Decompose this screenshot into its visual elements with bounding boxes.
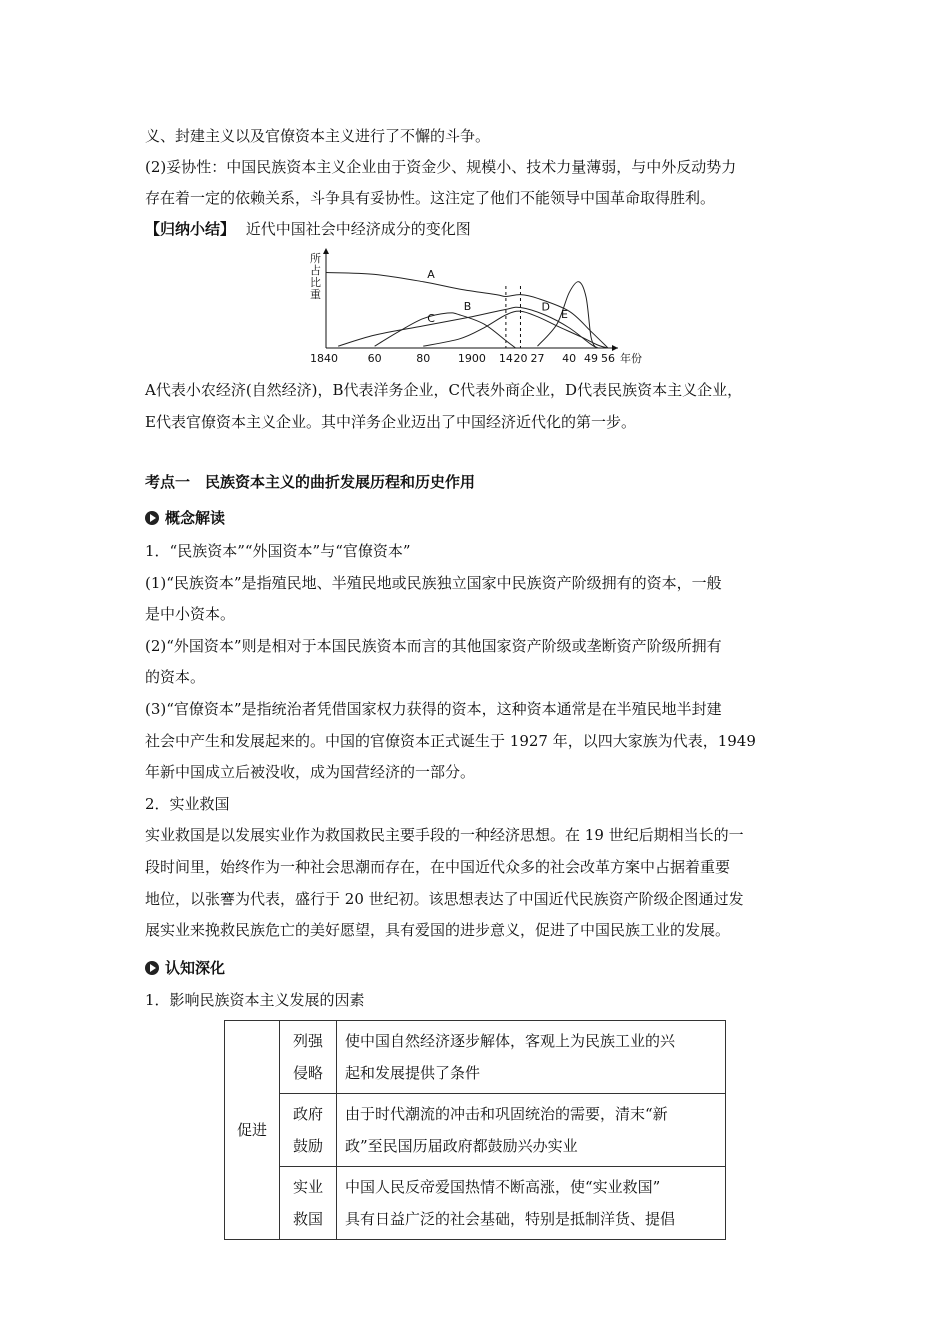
x-tick-label: 49 bbox=[583, 352, 598, 365]
paragraph-line: 社会中产生和发展起来的。中国的官僚资本正式诞生于 1927 年，以四大家族为代表，1949 bbox=[145, 732, 756, 750]
chart-legend-line: A代表小农经济(自然经济)，B代表洋务企业，C代表外商企业，D代表民族资本主义企业， bbox=[145, 381, 743, 399]
paragraph-line: 段时间里，始终作为一种社会思潮而存在，在中国近代众多的社会改革方案中占据着重要 bbox=[145, 858, 731, 876]
x-tick-label: 20 bbox=[513, 352, 528, 365]
paragraph-line: (3)“官僚资本”是指统治者凭借国家权力获得的资本，这种资本通常是在半殖民地半封建 bbox=[145, 700, 722, 718]
paragraph-line: 是中小资本。 bbox=[145, 605, 236, 623]
series-line-c bbox=[338, 307, 598, 348]
paragraph-line: 存在着一定的依赖关系，斗争具有妥协性。这注定了他们不能领导中国革命取得胜利。 bbox=[145, 189, 716, 207]
y-axis-label-char: 所 bbox=[310, 252, 321, 265]
factors-title: 1．影响民族资本主义发展的因素 bbox=[145, 991, 365, 1009]
section-title: 考点一 民族资本主义的曲折发展历程和历史作用 bbox=[145, 473, 476, 491]
category-cell: 促进 bbox=[225, 1021, 280, 1240]
x-tick-label: 40 bbox=[562, 352, 577, 365]
y-axis-label-char: 占 bbox=[310, 264, 321, 277]
x-tick-label: 60 bbox=[367, 352, 382, 365]
x-tick-label: 14 bbox=[498, 352, 513, 365]
paragraph-line: 展实业来挽救民族危亡的美好愿望，具有爱国的进步意义，促进了中国民族工业的发展。 bbox=[145, 921, 731, 939]
item-title: 2．实业救国 bbox=[145, 795, 230, 813]
factor-cell: 列强 侵略 bbox=[280, 1021, 337, 1094]
table-row bbox=[225, 1021, 726, 1094]
series-label-c: C bbox=[427, 311, 435, 325]
concept-heading bbox=[145, 508, 225, 528]
summary-label: 【归纳小结】 bbox=[145, 220, 236, 238]
factor-cell: 政府 鼓励 bbox=[280, 1094, 337, 1167]
play-circle-icon bbox=[145, 961, 159, 975]
item-title: 1．“民族资本”“外国资本”与“官僚资本” bbox=[145, 542, 411, 560]
desc-cell: 由于时代潮流的冲击和巩固统治的需要，清末“新 政”至民国历届政府都鼓励兴办实业 bbox=[337, 1094, 726, 1167]
factor-cell: 实业 救国 bbox=[280, 1167, 337, 1240]
paragraph-line: 的资本。 bbox=[145, 668, 206, 686]
x-tick-label: 1840 bbox=[310, 352, 338, 365]
paragraph-line: 年新中国成立后被没收，成为国营经济的一部分。 bbox=[145, 763, 476, 781]
series-label-d: D bbox=[541, 300, 550, 314]
deepen-heading-label: 认知深化 bbox=[165, 959, 226, 977]
paragraph-line: (2)“外国资本”则是相对于本国民族资本而言的其他国家资产阶级或垄断资产阶级所拥有 bbox=[145, 637, 722, 655]
summary-heading bbox=[145, 219, 471, 239]
play-circle-icon bbox=[145, 511, 159, 525]
paragraph-line: 地位，以张謇为代表，盛行于 20 世纪初。该思想表达了中国近代民族资产阶级企图通过发 bbox=[145, 890, 744, 908]
series-label-e: E bbox=[560, 308, 568, 322]
desc-cell: 中国人民反帝爱国热情不断高涨，使“实业救国” 具有日益广泛的社会基础，特别是抵制洋货、提倡 bbox=[337, 1167, 726, 1240]
paragraph-line: 实业救国是以发展实业作为救国救民主要手段的一种经济思想。在 19 世纪后期相当长的一 bbox=[145, 826, 744, 844]
x-tick-label: 56 bbox=[601, 352, 615, 365]
chart-legend-line: E代表官僚资本主义企业。其中洋务企业迈出了中国经济近代化的第一步。 bbox=[145, 413, 636, 431]
x-tick-label: 1900 bbox=[457, 352, 486, 365]
paragraph-line: (1)“民族资本”是指殖民地、半殖民地或民族独立国家中民族资产阶级拥有的资本，一般 bbox=[145, 574, 722, 592]
x-tick-label: 27 bbox=[530, 352, 545, 365]
paragraph-line: (2)妥协性：中国民族资本主义企业由于资金少、规模小、技术力量薄弱，与中外反动势力 bbox=[145, 158, 737, 176]
desc-cell: 使中国自然经济逐步解体，客观上为民族工业的兴 起和发展提供了条件 bbox=[337, 1021, 726, 1094]
x-axis-arrow bbox=[612, 345, 618, 351]
series-label-b: B bbox=[463, 299, 472, 313]
paragraph-line: 义、封建主义以及官僚资本主义进行了不懈的斗争。 bbox=[145, 127, 491, 145]
factors-table bbox=[224, 1020, 726, 1240]
concept-heading-label: 概念解读 bbox=[165, 509, 226, 527]
x-axis-label: 年份 bbox=[620, 352, 642, 365]
table-row bbox=[225, 1167, 726, 1240]
y-axis-label-char: 重 bbox=[310, 288, 321, 301]
series-line-d bbox=[423, 311, 608, 348]
series-label-a: A bbox=[427, 267, 435, 281]
deepen-heading bbox=[145, 958, 225, 978]
summary-title: 近代中国社会中经济成分的变化图 bbox=[245, 220, 471, 238]
y-axis-label-char: 比 bbox=[310, 276, 321, 289]
y-axis-arrow bbox=[323, 248, 329, 254]
x-tick-label: 80 bbox=[416, 352, 431, 365]
table-row bbox=[225, 1094, 726, 1167]
y-axis-label bbox=[310, 252, 321, 301]
economic-composition-chart bbox=[300, 248, 660, 366]
